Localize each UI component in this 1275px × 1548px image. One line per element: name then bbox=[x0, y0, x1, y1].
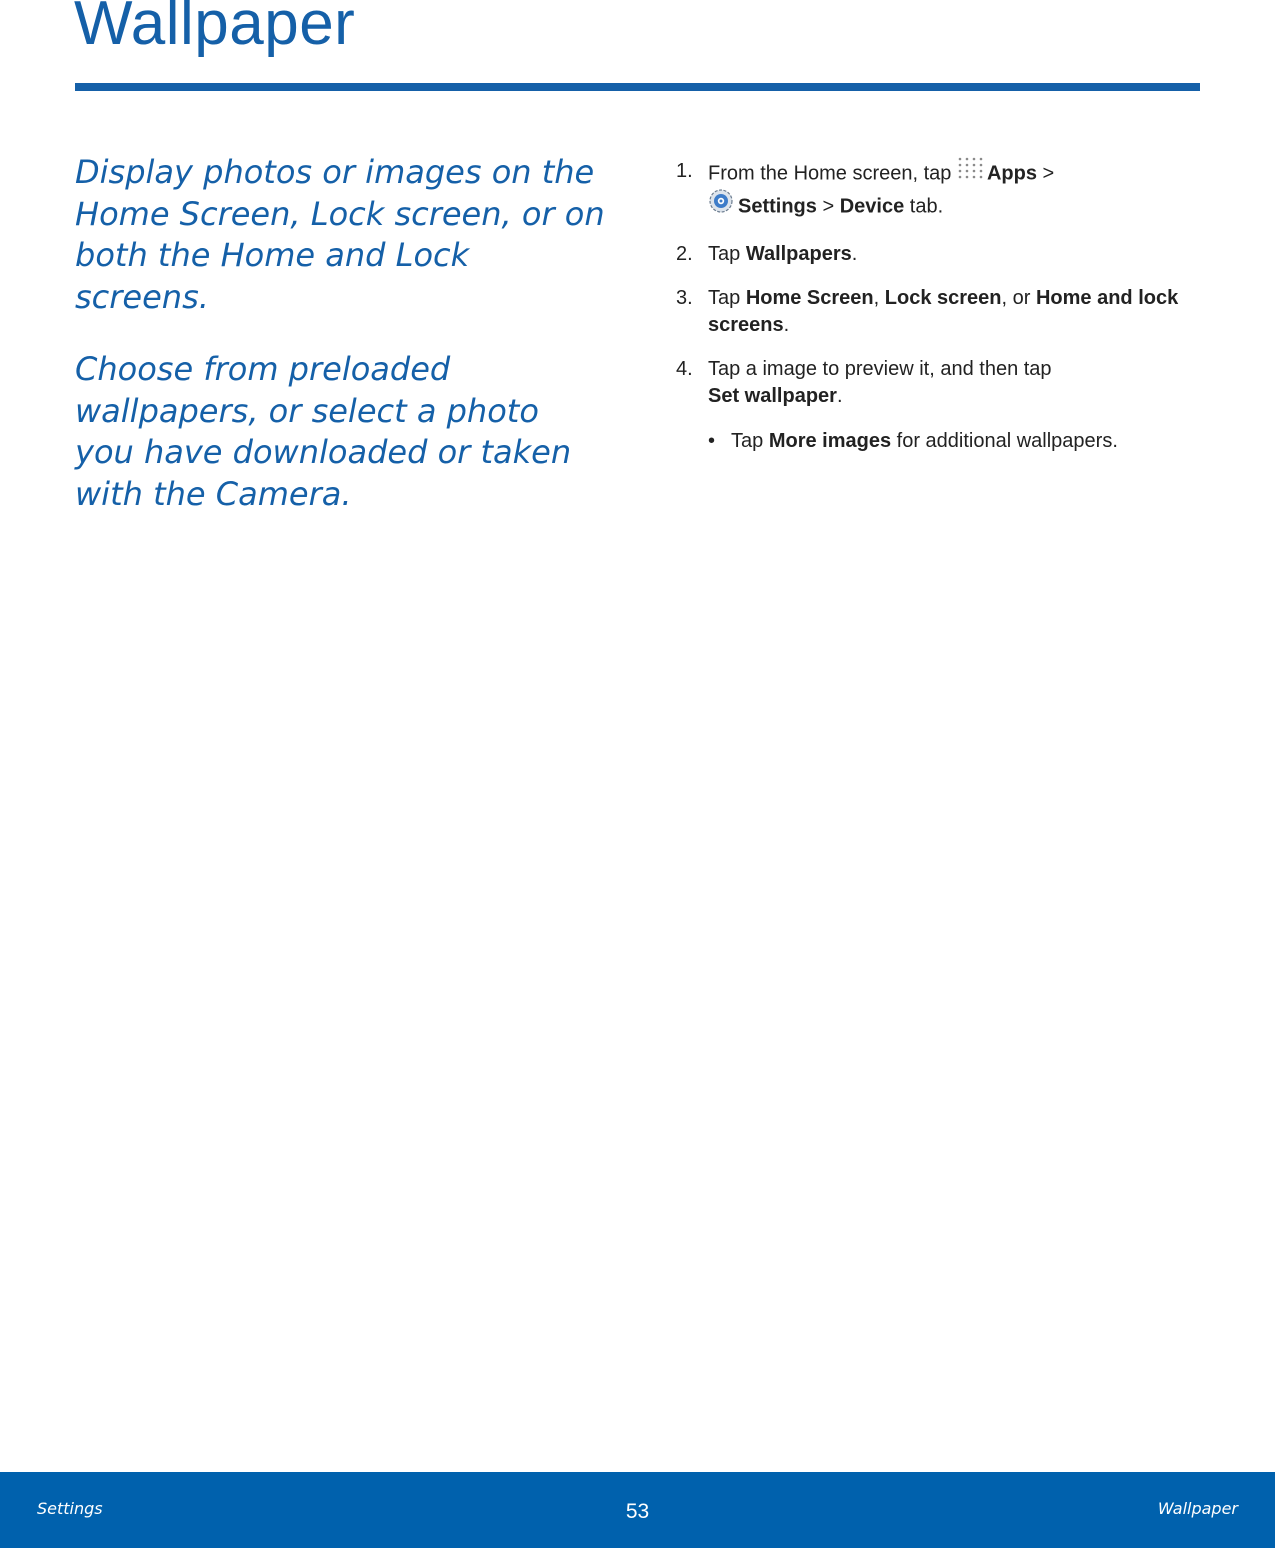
bullet-text: Tap bbox=[731, 430, 769, 452]
title-divider bbox=[75, 83, 1200, 91]
wallpapers-label: Wallpapers bbox=[745, 243, 852, 265]
lock-screen-label: Lock screen bbox=[884, 287, 1002, 309]
step-text: Tap bbox=[708, 243, 746, 265]
set-wallpaper-label: Set wallpaper bbox=[708, 385, 837, 407]
page-number: 53 bbox=[625, 1500, 650, 1523]
settings-gear-icon bbox=[708, 188, 734, 222]
page-title: Wallpaper bbox=[74, 0, 356, 58]
device-label: Device bbox=[839, 195, 905, 218]
step-text: Tap a image to preview it, and then tap bbox=[708, 358, 1052, 380]
footer-topic-label: Wallpaper bbox=[1157, 1499, 1238, 1518]
step-4 bbox=[676, 356, 1206, 410]
step-text: . bbox=[836, 385, 843, 407]
apps-grid-icon bbox=[957, 156, 983, 188]
step-number: 1. bbox=[676, 160, 693, 182]
step-number: 4. bbox=[676, 358, 693, 380]
step-text: > bbox=[1036, 162, 1055, 185]
bullet-text: for additional wallpapers. bbox=[891, 430, 1118, 452]
step-2 bbox=[676, 241, 1206, 268]
more-images-label: More images bbox=[768, 430, 892, 452]
step-text: . bbox=[851, 243, 858, 265]
page-footer bbox=[0, 1472, 1275, 1548]
step-3 bbox=[676, 285, 1206, 339]
home-and-lock-label: Home and lock screens bbox=[708, 287, 1179, 336]
bullet-dot: • bbox=[708, 430, 716, 452]
step-number: 2. bbox=[676, 243, 693, 265]
bullet-item bbox=[676, 428, 1206, 455]
step-1 bbox=[676, 158, 1206, 224]
step-text: . bbox=[783, 314, 790, 336]
intro-text bbox=[75, 152, 605, 546]
intro-paragraph-1: Display photos or images on the Home Screen, Lock screen, or on both the Home and Lock screens. bbox=[75, 153, 605, 316]
settings-label: Settings bbox=[738, 195, 817, 218]
step-text: tab. bbox=[904, 195, 944, 218]
intro-paragraph-2: Choose from preloaded wallpapers, or select a photo you have downloaded or taken with the Camera. bbox=[75, 350, 572, 513]
step-text: > bbox=[816, 195, 840, 218]
step-text: From the Home screen, tap bbox=[708, 162, 957, 185]
step-number: 3. bbox=[676, 287, 693, 309]
step-text: , bbox=[873, 287, 885, 309]
apps-label: Apps bbox=[986, 162, 1037, 185]
steps-list bbox=[676, 158, 1206, 455]
home-screen-label: Home Screen bbox=[745, 287, 874, 309]
step-text: Tap bbox=[708, 287, 746, 309]
step-text: , or bbox=[1001, 287, 1036, 309]
footer-section-label: Settings bbox=[37, 1499, 103, 1518]
